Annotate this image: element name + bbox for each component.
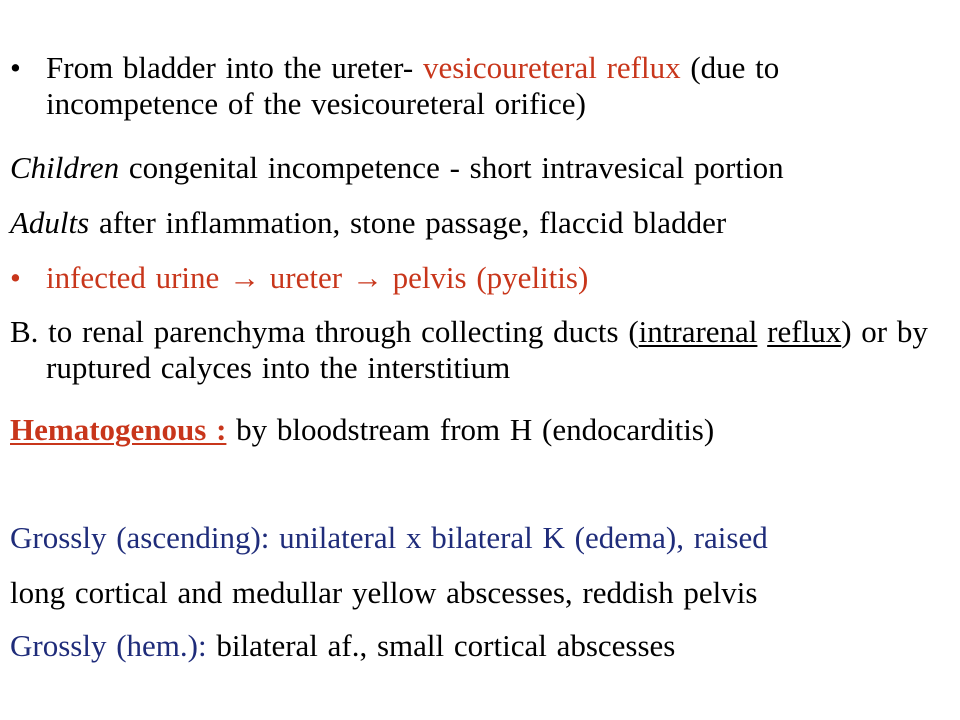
- term-grossly-hem: Grossly (hem.):: [10, 628, 207, 663]
- term-grossly-ascending: Grossly (ascending):: [10, 520, 270, 555]
- heading-hematogenous: Hematogenous :: [10, 412, 227, 447]
- text-segment: ureter: [260, 260, 352, 295]
- term-intrarenal: intrarenal: [638, 314, 758, 349]
- term-reflux: reflux: [767, 314, 842, 349]
- text-segment: by bloodstream from H (endocarditis): [226, 412, 715, 447]
- line-adults: [10, 205, 930, 241]
- line-hematogenous: [10, 412, 930, 448]
- line-renal-parenchyma-text: [10, 314, 930, 386]
- text-segment: From bladder into the ureter-: [46, 50, 423, 85]
- text-segment: infected urine: [46, 260, 230, 295]
- arrow-right-icon: →: [351, 260, 383, 295]
- arrow-right-icon: →: [229, 260, 261, 295]
- bullet-icon: •: [10, 260, 21, 295]
- highlight-vesicoureteral-reflux: vesicoureteral reflux: [422, 50, 681, 85]
- line-grossly-ascending: [10, 520, 930, 556]
- line-children: [10, 150, 930, 186]
- term-children: Children: [10, 150, 120, 185]
- text-segment: long cortical and medullar yellow abscesses, reddish pelvis: [10, 575, 758, 610]
- term-adults: Adults: [10, 205, 90, 240]
- bullet-item-infected-urine-text: [46, 260, 930, 296]
- bullet-item-infected-urine: [10, 260, 930, 296]
- bullet-icon: •: [10, 50, 21, 85]
- text-segment: after inflammation, stone passage, flaccid bladder: [89, 205, 727, 240]
- text-segment: unilateral x bilateral K (edema), raised: [269, 520, 768, 555]
- line-abscesses: [10, 575, 930, 611]
- text-segment: (due to incompetence of the vesicoureteral orifice): [46, 50, 780, 121]
- text-segment: B. to renal parenchyma through collecting ducts (: [10, 314, 639, 349]
- text-segment: ) or by ruptured calyces into the interstitium: [46, 314, 928, 385]
- text-segment: pelvis (pyelitis): [382, 260, 589, 295]
- text-segment: congenital incompetence - short intravesical portion: [119, 150, 784, 185]
- bullet-item-reflux: [10, 50, 930, 122]
- line-grossly-hem: [10, 628, 930, 664]
- bullet-item-reflux-text: [46, 50, 930, 122]
- line-renal-parenchyma: [10, 314, 930, 386]
- text-segment: bilateral af., small cortical abscesses: [206, 628, 676, 663]
